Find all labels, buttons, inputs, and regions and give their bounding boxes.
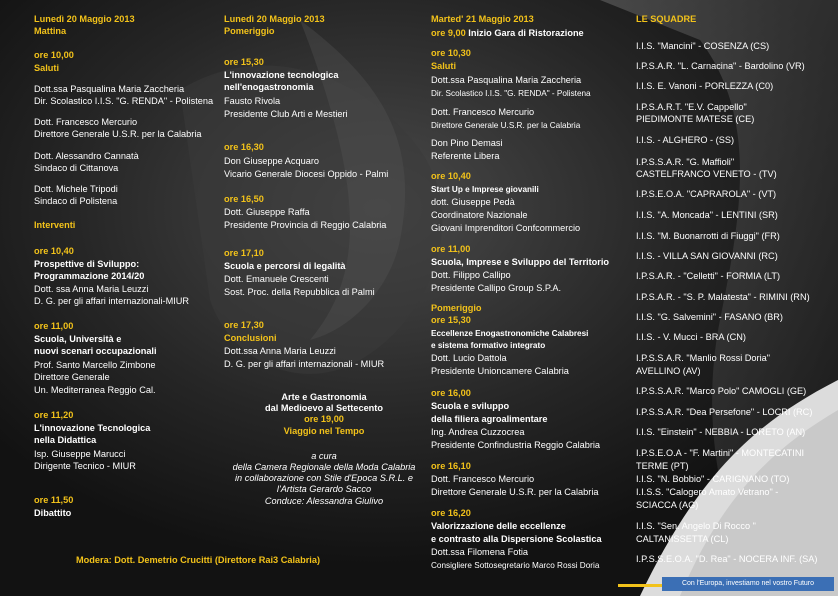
speaker-name: Dott.ssa Anna Maria Leuzzi — [224, 346, 336, 356]
team-entry: TERME (PT) — [636, 461, 689, 471]
team-entry: I.P.S.S.E.O.A. "D. Rea" - NOCERA INF. (SA) — [636, 554, 818, 564]
talk-title: Scuola, Imprese e Sviluppo del Territorio — [431, 257, 610, 267]
speaker-role: Consigliere Sottosegretario Marco Rossi Doria — [431, 561, 600, 570]
speaker-role: Dirigente Tecnico - MIUR — [34, 461, 136, 471]
speaker-role: Giovani Imprenditori Confcommercio — [431, 223, 581, 233]
team-entry: I.P.S.E.O.A - "F. Martini" - MONTECATINI — [636, 448, 805, 458]
speaker-name: Prof. Santo Marcello Zimbone — [34, 360, 156, 370]
team-entry: I.I.S. "N. Bobbio" - CARIGNANO (TO) — [636, 474, 790, 484]
time-label: ore 11,00 — [431, 244, 471, 254]
time-label: ore 10,40 — [431, 171, 471, 181]
time-label: ore 16,30 — [224, 142, 264, 152]
time-label: ore 16,20 — [431, 508, 471, 518]
credits-line: Conduce: Alessandra Giulivo — [264, 495, 384, 506]
talk-title: Prospettive di Sviluppo: — [34, 259, 140, 269]
speaker-role: Direttore Generale — [34, 372, 110, 382]
team-entry: I.P.S.S.A.R. "Dea Persefone" - LOCRI (RC) — [636, 407, 813, 417]
team-entry: I.P.S.S.A.R. "G. Maffioli" — [636, 157, 735, 167]
talk-title: Start Up e Imprese giovanili — [431, 185, 539, 194]
speaker-role: Presidente Provincia di Reggio Calabria — [224, 220, 387, 230]
credits-line: in collaborazione con Stile d'Epoca S.R.L. e — [235, 473, 413, 484]
credits-line: l'Artista Gerardo Sacco — [276, 484, 372, 495]
talk-title: L'innovazione Tecnologica — [34, 423, 151, 433]
talk-title: Scuola e sviluppo — [431, 401, 510, 411]
arte-gastronomia-block — [224, 392, 424, 507]
team-entry: SCIACCA (AG) — [636, 500, 699, 510]
moderator-line: Modera: Dott. Demetrio Crucitti (Direttore Rai3 Calabria) — [76, 555, 321, 566]
team-entry: CASTELFRANCO VENETO - (TV) — [636, 169, 777, 179]
team-entry: I.I.S. - VILLA SAN GIOVANNI (RC) — [636, 251, 778, 261]
time-label: ore 9,00 — [431, 28, 466, 38]
speaker-name: Dott. Alessandro Cannatà — [34, 151, 139, 161]
footer-accent-line — [618, 584, 666, 587]
speaker-name: Dott. Filippo Callipo — [431, 270, 511, 280]
team-entry: I.I.S. "Einstein" - NEBBIA - LORETO (AN) — [636, 427, 806, 437]
speaker-role: Presidente Unioncamere Calabria — [431, 366, 569, 376]
credits-line: della Camera Regionale della Moda Calabria — [232, 462, 416, 473]
team-entry: I.P.S.S.A.R. "Manlio Rossi Doria" — [636, 353, 771, 363]
team-entry: I.I.S. "A. Moncada" - LENTINI (SR) — [636, 210, 778, 220]
talk-title: L'innovazione tecnologica — [224, 70, 339, 80]
speaker-name: Dott. Francesco Mercurio — [34, 117, 138, 127]
speaker-name: Dott. Francesco Mercurio — [431, 107, 535, 117]
event-title: Arte e Gastronomia — [281, 392, 367, 402]
talk-title: Valorizzazione delle eccellenze — [431, 521, 566, 531]
time-label: ore 16,50 — [224, 194, 264, 204]
speaker-role: Presidente Club Arti e Mestieri — [224, 109, 348, 119]
speaker-role: Presidente Confindustria Reggio Calabria — [431, 440, 601, 450]
footer-slogan: Con l'Europa, investiamo nel vostro Futuro — [662, 577, 834, 591]
talk-title: Scuola e percorsi di legalità — [224, 261, 346, 271]
session-label: Pomeriggio — [224, 26, 275, 36]
speaker-role: Direttore Generale U.S.R. per la Calabria — [431, 121, 581, 130]
speaker-role: Sost. Proc. della Repubblica di Palmi — [224, 287, 375, 297]
time-label: ore 10,00 — [34, 50, 74, 60]
speaker-name: Dott.ssa Pasqualina Maria Zaccheria — [34, 84, 185, 94]
time-label: ore 11,20 — [34, 410, 74, 420]
team-entry: I.I.S. "G. Salvemini" - FASANO (BR) — [636, 312, 783, 322]
speaker-role: Un. Mediterranea Reggio Cal. — [34, 385, 156, 395]
section-heading: Interventi — [34, 220, 76, 230]
team-entry: PIEDIMONTE MATESE (CE) — [636, 114, 755, 124]
speaker-name: dott. Giuseppe Pedà — [431, 197, 515, 207]
teams-title: LE SQUADRE — [636, 14, 697, 24]
speaker-name: Dott. Michele Tripodi — [34, 184, 118, 194]
team-entry: I.P.S.A.R. - "S. P. Malatesta" - RIMINI (RN) — [636, 292, 810, 302]
time-label: ore 19,00 — [304, 414, 344, 425]
section-heading: Saluti — [431, 61, 457, 71]
team-entry: AVELLINO (AV) — [636, 366, 701, 376]
speaker-role: Direttore Generale U.S.R. per la Calabria — [34, 129, 202, 139]
speaker-name: Isp. Giuseppe Marucci — [34, 449, 126, 459]
event-name: Viaggio nel Tempo — [283, 425, 365, 436]
team-entry: I.I.S. "Mancini" - COSENZA (CS) — [636, 41, 770, 51]
team-entry: I.P.S.A.R. "L. Carnacina" - Bardolino (VR) — [636, 61, 805, 71]
time-label: ore 15,30 — [431, 315, 471, 325]
talk-title: nuovi scenari occupazionali — [34, 346, 157, 356]
gara-line — [431, 28, 584, 39]
speaker-role: Direttore Generale U.S.R. per la Calabria — [431, 487, 599, 497]
speaker-role: D. G. per gli affari internazionali-MIUR — [34, 296, 190, 306]
team-entry: I.I.S. "Sen. Angelo Di Rocco " — [636, 521, 756, 531]
event-subtitle: dal Medioevo al Settecento — [265, 403, 383, 414]
team-entry: CALTANISSETTA (CL) — [636, 534, 729, 544]
team-entry: I.P.S.E.O.A. "CAPRAROLA" - (VT) — [636, 189, 777, 199]
time-label: ore 16,00 — [431, 388, 471, 398]
team-entry: I.I.S. - ALGHERO - (SS) — [636, 135, 735, 145]
section-heading: Conclusioni — [224, 333, 277, 343]
speaker-role: Referente Libera — [431, 151, 500, 161]
speaker-name: Fausto Rivola — [224, 96, 281, 106]
speaker-name: Dott. Lucio Dattola — [431, 353, 507, 363]
talk-title: nell'enogastronomia — [224, 82, 314, 92]
speaker-name: Don Pino Demasi — [431, 138, 503, 148]
team-entry: I.P.S.A.R. - "Celletti" - FORMIA (LT) — [636, 271, 781, 281]
speaker-name: Dott. ssa Anna Maria Leuzzi — [34, 284, 149, 294]
speaker-name: Dott.ssa Filomena Fotia — [431, 547, 529, 557]
section-heading: Saluti — [34, 63, 60, 73]
time-label: ore 17,30 — [224, 320, 264, 330]
team-entry: I.I.S. E. Vanoni - PORLEZZA (C0) — [636, 81, 774, 91]
talk-title: Dibattito — [34, 508, 72, 518]
speaker-role: Dir. Scolastico I.I.S. "G. RENDA" - Polistena — [431, 89, 591, 98]
speaker-name: Dott. Francesco Mercurio — [431, 474, 535, 484]
day-heading: Lunedì 20 Maggio 2013 — [224, 14, 325, 24]
session-label: Pomeriggio — [431, 303, 482, 313]
team-entry: I.I.S. - V. Mucci - BRA (CN) — [636, 332, 746, 342]
speaker-role: D. G. per gli affari internazionali - MIUR — [224, 359, 385, 369]
speaker-role: Vicario Generale Diocesi Oppido - Palmi — [224, 169, 389, 179]
talk-title: e sistema formativo integrato — [431, 341, 546, 350]
time-label: ore 15,30 — [224, 57, 264, 67]
talk-title: Programmazione 2014/20 — [34, 271, 145, 281]
team-entry: I.I.S.S. "Calogero Amato Vetrano" - — [636, 487, 779, 497]
speaker-name: Ing. Andrea Cuzzocrea — [431, 427, 525, 437]
talk-title: della filiera agroalimentare — [431, 414, 548, 424]
session-label: Mattina — [34, 26, 67, 36]
day-heading: Lunedì 20 Maggio 2013 — [34, 14, 135, 24]
time-label: ore 17,10 — [224, 248, 264, 258]
time-label: ore 10,30 — [431, 48, 471, 58]
team-entry: I.I.S. "M. Buonarrotti di Fiuggi" (FR) — [636, 231, 780, 241]
footer — [618, 572, 838, 596]
time-label: ore 11,50 — [34, 495, 74, 505]
speaker-name: Don Giuseppe Acquaro — [224, 156, 320, 166]
event-title: Inizio Gara di Ristorazione — [468, 28, 584, 38]
talk-title: Eccellenze Enogastronomiche Calabresi — [431, 329, 589, 338]
speaker-name: Dott. Giuseppe Raffa — [224, 207, 310, 217]
speaker-name: Dott. Emanuele Crescenti — [224, 274, 329, 284]
time-label: ore 16,10 — [431, 461, 471, 471]
talk-title: Scuola, Università e — [34, 334, 122, 344]
credits-line: a cura — [311, 450, 337, 461]
team-entry: I.P.S.S.A.R. "Marco Polo" CAMOGLI (GE) — [636, 386, 807, 396]
speaker-role: Sindaco di Polistena — [34, 196, 118, 206]
time-label: ore 11,00 — [34, 321, 74, 331]
day-heading: Marted' 21 Maggio 2013 — [431, 14, 534, 24]
speaker-role: Sindaco di Cittanova — [34, 163, 119, 173]
speaker-role: Presidente Callipo Group S.P.A. — [431, 283, 562, 293]
speaker-name: Dott.ssa Pasqualina Maria Zaccheria — [431, 75, 582, 85]
time-label: ore 10,40 — [34, 246, 74, 256]
team-entry: I.P.S.A.R.T. "E.V. Cappello" — [636, 102, 747, 112]
speaker-role: Dir. Scolastico I.I.S. "G. RENDA" - Polistena — [34, 96, 214, 106]
talk-title: e contrasto alla Dispersione Scolastica — [431, 534, 602, 544]
speaker-role: Coordinatore Nazionale — [431, 210, 528, 220]
talk-title: nella Didattica — [34, 435, 97, 445]
